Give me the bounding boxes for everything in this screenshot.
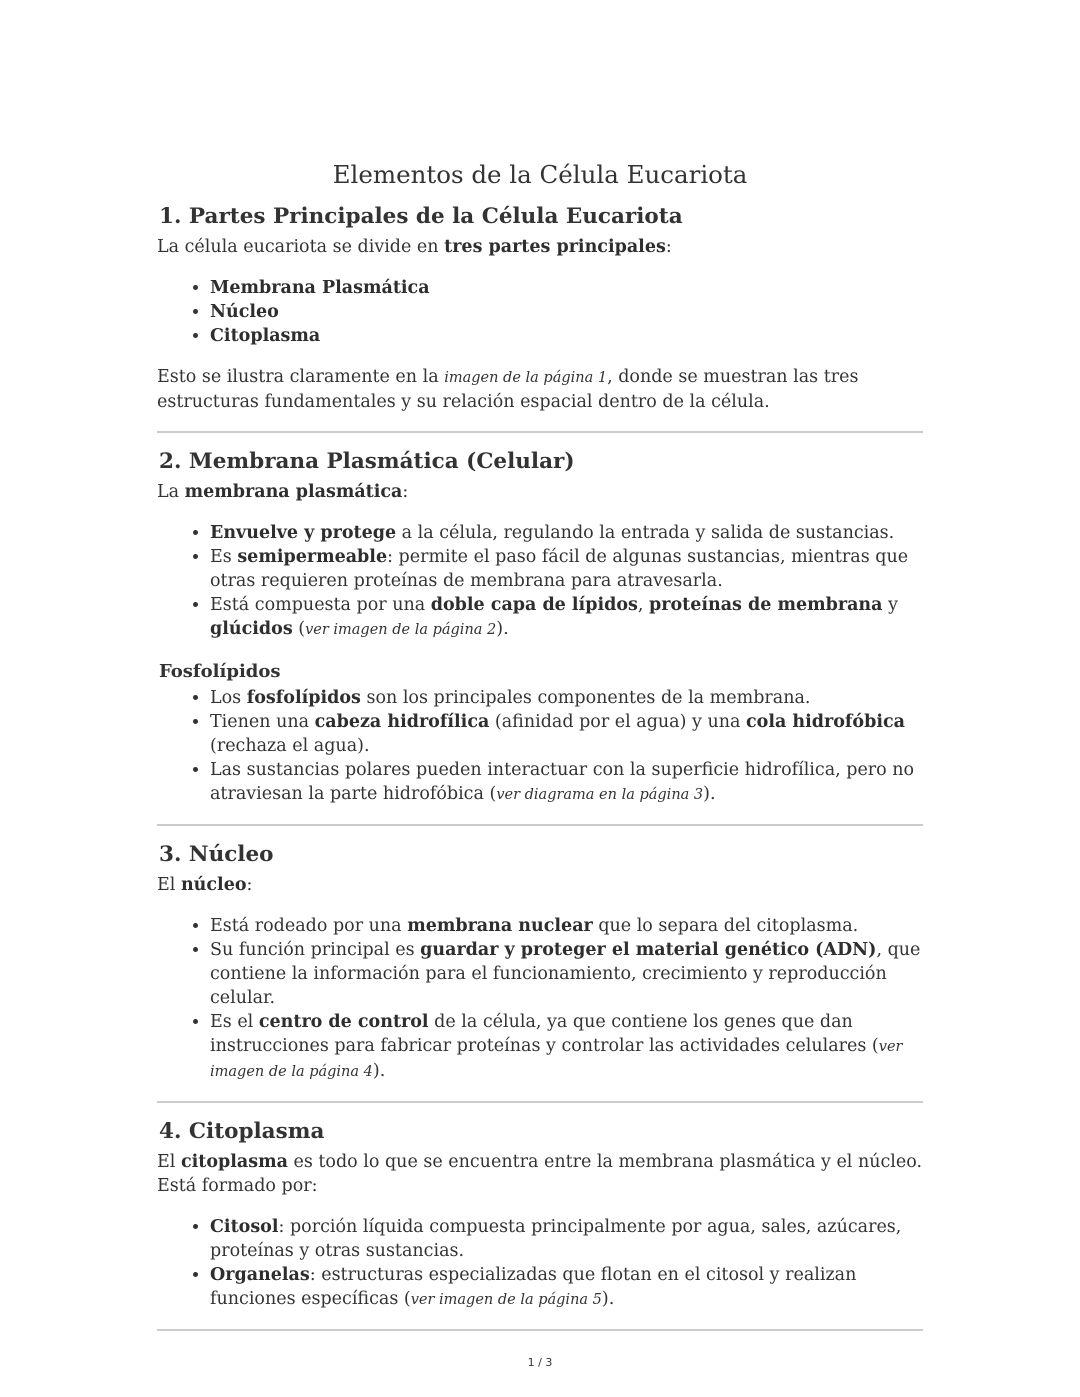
list-item (210, 938, 923, 1010)
section-membrana-plasmatica (157, 447, 923, 807)
list-item-bold: Organelas (210, 1265, 310, 1285)
para-text: Esto se ilustra claramente en la (157, 367, 445, 387)
list-item-bold: centro de control (258, 1012, 429, 1032)
list-item (210, 710, 923, 758)
list-item-text: : porción líquida compuesta principalmente por agua, sales, azúcares, proteínas y otras sustancias. (210, 1217, 902, 1261)
section-divider (157, 431, 923, 433)
intro-text: es todo lo que se encuentra entre la membrana plasmática y el núcleo. Está formado por: (157, 1152, 923, 1196)
parts-list (157, 276, 923, 348)
section-divider (157, 1329, 923, 1331)
list-item-bold: guardar y proteger el material genético (ADN) (420, 940, 877, 960)
list-item-bold: fosfolípidos (246, 688, 361, 708)
intro-bold: membrana plasmática (184, 482, 403, 502)
nucleus-list (157, 914, 923, 1084)
list-item-text: (rechaza el agua). (210, 736, 370, 756)
intro-text: La (157, 482, 185, 502)
list-item (210, 914, 923, 938)
list-item-text: Citoplasma (210, 326, 321, 346)
list-item-text: Su función principal es (210, 940, 421, 960)
list-item-text: a la célula, regulando la entrada y salida de sustancias. (396, 523, 895, 543)
list-item-bold: cola hidrofóbica (746, 712, 905, 732)
list-item-bold: Citosol (210, 1217, 279, 1237)
intro-text: El (157, 1152, 181, 1172)
list-item-text: Los (210, 688, 247, 708)
list-item-bold: glúcidos (210, 619, 293, 639)
list-item-text: ). (601, 1289, 615, 1309)
list-item (210, 521, 923, 545)
list-item-text: Es (210, 547, 238, 567)
section-intro (157, 235, 923, 259)
list-item-text: son los principales componentes de la membrana. (360, 688, 811, 708)
list-item-text: ( (292, 619, 306, 639)
section-heading: 1. Partes Principales de la Célula Eucariota (159, 204, 683, 229)
list-item (210, 545, 923, 593)
diagram-reference: ver diagrama en la página 3 (496, 787, 704, 803)
list-item (210, 1263, 923, 1312)
list-item-text: Está compuesta por una (210, 595, 431, 615)
list-item-text: , que contiene la información para el funcionamiento, crecimiento y reproducción celular. (210, 940, 921, 1008)
list-item (210, 1010, 923, 1084)
list-item (210, 593, 923, 642)
list-item-text: (afinidad por el agua) y una (489, 712, 746, 732)
list-item-text: Núcleo (210, 302, 279, 322)
section-divider (157, 824, 923, 826)
section-paragraph (157, 365, 923, 414)
intro-punct: : (246, 875, 253, 895)
section-partes-principales (157, 202, 923, 414)
list-item-text: : estructuras especializadas que flotan en el citosol y realizan funciones específicas ( (210, 1265, 857, 1309)
document-title: Elementos de la Célula Eucariota (332, 160, 748, 189)
section-nucleo (157, 840, 923, 1084)
list-item-bold: membrana nuclear (407, 916, 593, 936)
list-item-text: ). (496, 619, 509, 639)
list-item (210, 300, 923, 324)
section-heading: 4. Citoplasma (159, 1119, 325, 1144)
list-item (210, 1215, 923, 1263)
section-intro (157, 873, 923, 897)
section-heading: 3. Núcleo (159, 842, 274, 867)
intro-punct: : (402, 482, 409, 502)
image-reference: imagen de la página 1 (444, 370, 608, 386)
image-reference: ver imagen de la página 4 (210, 1039, 903, 1080)
list-item-text: ). (703, 784, 716, 804)
list-item (210, 686, 923, 710)
section-divider (157, 1101, 923, 1103)
list-item-text: Las sustancias polares pueden interactuar con la superficie hidrofílica, pero no atraviesan la parte hidrofóbica ( (210, 760, 915, 804)
section-heading: 2. Membrana Plasmática (Celular) (159, 449, 575, 474)
list-item-text: : permite el paso fácil de algunas sustancias, mientras que otras requieren proteínas de membrana para atravesarla. (210, 547, 909, 591)
section-citoplasma (157, 1117, 923, 1312)
list-item-text: Está rodeado por una (210, 916, 408, 936)
list-item-bold: semipermeable (237, 547, 388, 567)
list-item-bold: Envuelve y protege (210, 523, 397, 543)
list-item-text: Membrana Plasmática (210, 278, 430, 298)
list-item-text: Es el (210, 1012, 259, 1032)
membrane-list (157, 521, 923, 642)
intro-bold: tres partes principales (444, 237, 666, 257)
image-reference: ver imagen de la página 2 (305, 622, 497, 638)
intro-bold: núcleo (180, 875, 247, 895)
list-item-text: y (882, 595, 898, 615)
list-item (210, 324, 923, 348)
image-reference: ver imagen de la página 5 (410, 1292, 602, 1308)
list-item-text: de la célula, ya que contiene los genes que dan instrucciones para fabricar proteínas y controlar las actividades celulares ( (210, 1012, 879, 1056)
intro-punct: : (665, 237, 672, 257)
list-item-bold: doble capa de lípidos (430, 595, 638, 615)
intro-text: La célula eucariota se divide en (157, 237, 445, 257)
list-item-text: que lo separa del citoplasma. (592, 916, 859, 936)
section-intro (157, 1150, 923, 1198)
phospholipid-list (157, 686, 923, 807)
intro-text: El (157, 875, 181, 895)
list-item-bold: cabeza hidrofílica (314, 712, 490, 732)
document-page (157, 157, 923, 1345)
subsection-heading: Fosfolípidos (159, 661, 281, 682)
section-intro (157, 480, 923, 504)
para-text: , donde se muestran las tres estructuras fundamentales y su relación espacial dentro de la célula. (157, 367, 859, 412)
list-item-text: Tienen una (210, 712, 315, 732)
list-item-text: ). (372, 1061, 386, 1081)
list-item-bold: proteínas de membrana (649, 595, 883, 615)
cytoplasm-list (157, 1215, 923, 1312)
list-item-text: , (637, 595, 649, 615)
intro-bold: citoplasma (180, 1152, 288, 1172)
page-number: 1 / 3 (527, 1356, 553, 1369)
list-item (210, 758, 923, 807)
list-item (210, 276, 923, 300)
